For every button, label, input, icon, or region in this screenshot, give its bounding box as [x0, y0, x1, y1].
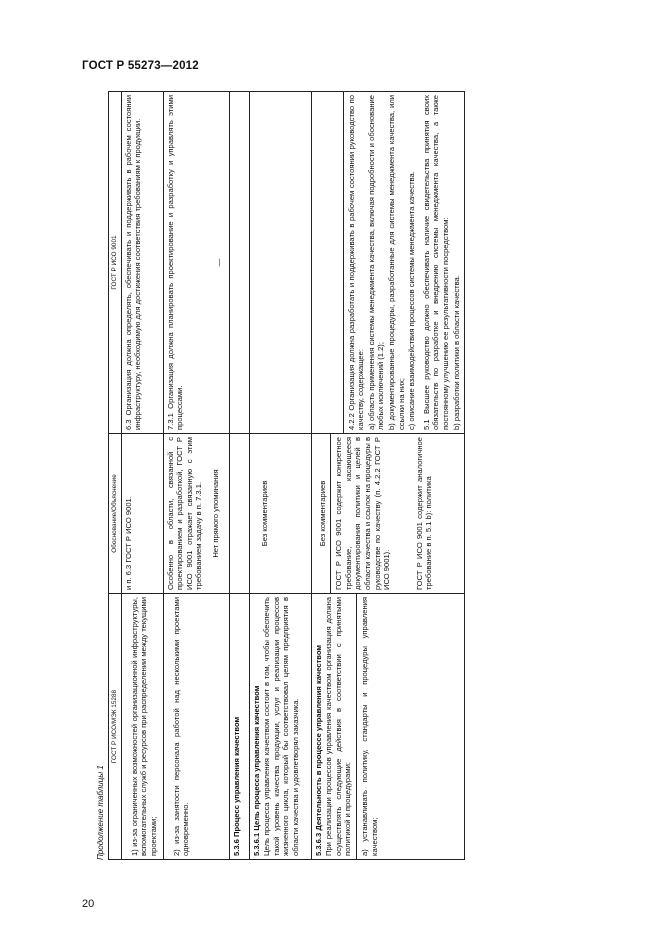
page-number: 20: [82, 898, 95, 910]
clause-text: Нет прямого упоминания: [210, 469, 220, 558]
comparison-table: [108, 91, 465, 860]
clause-text: При реализации процессов управления качеством организация должна осуществлять следующие действия в соответствии с принятыми политикой и процедурами:: [324, 597, 353, 856]
clause-text: Особенно в области, связанной с проектированием и разработкой, ГОСТ Р ИСО 9001 отражает связанную с этим требованием задачу в п. 7.3.1.: [165, 437, 204, 590]
clause-text: 6.3 Организация должна определять, обеспечивать и поддерживать в рабочем состоянии инфраструктуру, необходимую для достижения соответствия требованиям к продукции.: [123, 95, 143, 430]
cell-justification: [121, 434, 163, 594]
column-header-iso15288: ГОСТ Р ИСО/МЭК 15288: [109, 594, 122, 860]
clause-text: 7.3.1 Организация должна планировать проектирование и разработку и управлять этими процессами.: [165, 95, 185, 430]
clause-text: 4.2.2 Организация должна разработать и поддерживать в рабочем состоянии руководство по качеству, содержащее:: [346, 95, 366, 430]
cell-15288: [311, 594, 465, 860]
document-header: ГОСТ Р 55273—2012: [82, 60, 199, 72]
list-item: a) область применения системы менеджмента качества, включая подробности и обоснование любых исключений (1.2);: [366, 95, 386, 430]
cell-justification: [311, 434, 465, 594]
cell-15288: [163, 594, 229, 860]
cell-9001: [311, 92, 465, 434]
clause-text: и п. 6.3 ГОСТ Р ИСО 9001.: [123, 496, 133, 590]
clause-text: a) устанавливать политику, стандарты и процедуры управления качеством;: [359, 597, 379, 856]
table-row: [249, 92, 311, 860]
cell-9001: [121, 92, 163, 434]
rotated-table-page: [94, 92, 577, 860]
clause-heading: 5.3.6.1 Цель процесса управления качеством: [251, 685, 261, 856]
table-row: [121, 92, 163, 860]
column-header-iso9001: ГОСТ Р ИСО 9001: [109, 92, 122, 434]
cell-empty: [249, 92, 311, 434]
clause-text: 2) из-за занятости персонала работой над несколькими проектами одновременно.: [171, 597, 191, 856]
clause-text: 1) из-за ограниченных возможностей организационной инфраструктуры, вспомогательных служб и ресурсов при распределении между текущими проектами;: [129, 597, 158, 856]
column-header-justification: Обоснование/Объяснение: [109, 434, 122, 594]
cell-justification: [163, 434, 229, 594]
table-row: [163, 92, 229, 860]
section-heading: 5.3.6 Процесс управления качеством: [231, 716, 241, 856]
table-caption: Продолжение таблицы 1: [96, 765, 105, 860]
clause-text: ГОСТ Р ИСО 9001 содержит конкретное требование, касающееся документирования политики и целей в области качества и ссылок на процедуры в руководстве по качеству (п. 4.2.2 ГОСТ Р ИСО 9001).: [334, 437, 392, 590]
clause-text: Без комментариев: [317, 480, 327, 547]
cell-15288: [249, 594, 311, 860]
clause-text: 5.1 Высшее руководство должно обеспечивать наличие свидетельства принятия своих обязательств по разработке и внедрению системы менеджмента качества, а также постоянному улучшению ее результативности посредством:: [421, 95, 450, 430]
clause-text: Без комментариев: [259, 480, 269, 547]
cell-9001: [163, 92, 229, 434]
list-item: c) описание взаимодействия процессов системы менеджмента качества.: [407, 171, 417, 430]
list-item: b) разработки политики в области качества.: [451, 275, 461, 430]
cell-15288: [121, 594, 163, 860]
dash: —: [213, 258, 223, 267]
table-header-row: [109, 92, 122, 860]
table-row: [311, 92, 465, 860]
cell-empty: [229, 434, 249, 594]
cell-empty: [229, 92, 249, 434]
list-item: b) документированные процедуры, разработанные для системы менеджмента качества, или ссылки на них;: [386, 95, 406, 430]
clause-heading: 5.3.6.3 Деятельность в процессе управления качеством: [313, 645, 323, 856]
table-row: [229, 92, 249, 860]
clause-text: ГОСТ Р ИСО 9001 содержит аналогичное требование в п. 5.1 b): политика: [414, 437, 434, 590]
cell-section-title: [229, 594, 249, 860]
clause-text: Цель процесса управления качеством состоит в том, чтобы обеспечить такой уровень качества продукции, услуг и реализации процессов жизненного цикла, который бы соответствовал целям предприятия в области качества и удовлетворял заказчика.: [262, 597, 300, 856]
cell-justification: [249, 434, 311, 594]
